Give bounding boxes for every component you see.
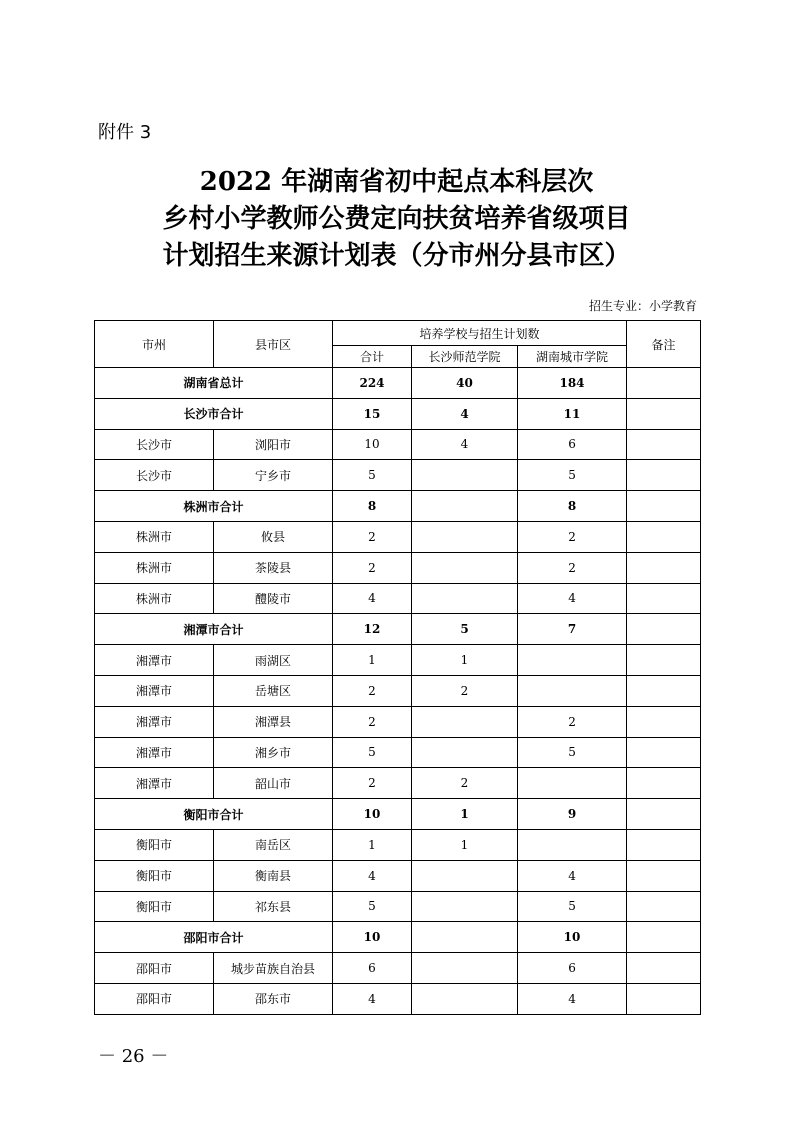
enrollment-plan-table <box>94 320 701 1015</box>
city-cell: 邵阳市 <box>95 953 214 984</box>
school-2-cell: 4 <box>518 983 627 1014</box>
note-cell <box>627 891 701 922</box>
note-cell <box>627 521 701 552</box>
county-cell: 醴陵市 <box>214 583 333 614</box>
table-row <box>95 645 701 676</box>
note-cell <box>627 706 701 737</box>
county-cell: 宁乡市 <box>214 460 333 491</box>
total-cell: 224 <box>333 368 412 399</box>
school-1-cell: 1 <box>412 645 518 676</box>
note-cell <box>627 953 701 984</box>
school-2-cell: 10 <box>518 922 627 953</box>
county-cell: 浏阳市 <box>214 429 333 460</box>
city-cell: 衡阳市 <box>95 891 214 922</box>
county-cell: 雨湖区 <box>214 645 333 676</box>
total-cell: 6 <box>333 953 412 984</box>
table-row <box>95 521 701 552</box>
total-cell: 4 <box>333 583 412 614</box>
school-1-cell: 4 <box>412 398 518 429</box>
county-cell: 岳塘区 <box>214 675 333 706</box>
school-2-cell: 6 <box>518 429 627 460</box>
header-school-2: 湖南城市学院 <box>518 346 627 368</box>
city-cell: 长沙市 <box>95 429 214 460</box>
total-cell: 5 <box>333 737 412 768</box>
school-2-cell: 2 <box>518 552 627 583</box>
total-cell: 8 <box>333 491 412 522</box>
county-cell: 韶山市 <box>214 768 333 799</box>
school-1-cell: 2 <box>412 768 518 799</box>
total-cell: 2 <box>333 706 412 737</box>
county-cell: 祁东县 <box>214 891 333 922</box>
school-2-cell: 4 <box>518 583 627 614</box>
title-line-3: 计划招生来源计划表（分市州分县市区） <box>162 241 631 271</box>
city-cell: 湘潭市 <box>95 768 214 799</box>
table-row <box>95 768 701 799</box>
note-cell <box>627 675 701 706</box>
county-cell: 城步苗族自治县 <box>214 953 333 984</box>
note-cell <box>627 368 701 399</box>
header-note: 备注 <box>627 321 701 368</box>
subtotal-row <box>95 491 701 522</box>
city-cell: 邵阳市 <box>95 983 214 1014</box>
school-2-cell <box>518 675 627 706</box>
note-cell <box>627 829 701 860</box>
county-cell: 南岳区 <box>214 829 333 860</box>
school-2-cell <box>518 645 627 676</box>
county-cell: 衡南县 <box>214 860 333 891</box>
school-2-cell: 184 <box>518 368 627 399</box>
header-city: 市州 <box>95 321 214 368</box>
table-row <box>95 860 701 891</box>
subtotal-row <box>95 799 701 830</box>
table-row <box>95 429 701 460</box>
title-line-2: 乡村小学教师公费定向扶贫培养省级项目 <box>162 204 631 234</box>
school-2-cell: 5 <box>518 891 627 922</box>
city-cell: 湘潭市 <box>95 737 214 768</box>
city-cell: 株洲市 <box>95 583 214 614</box>
total-cell: 5 <box>333 891 412 922</box>
total-cell: 10 <box>333 799 412 830</box>
table-row <box>95 737 701 768</box>
city-cell: 湘潭市 <box>95 706 214 737</box>
school-2-cell: 6 <box>518 953 627 984</box>
school-1-cell <box>412 922 518 953</box>
school-1-cell <box>412 706 518 737</box>
note-cell <box>627 460 701 491</box>
school-1-cell <box>412 983 518 1014</box>
county-cell: 湘乡市 <box>214 737 333 768</box>
note-cell <box>627 768 701 799</box>
subtotal-label: 衡阳市合计 <box>95 799 333 830</box>
table-row <box>95 891 701 922</box>
school-2-cell <box>518 768 627 799</box>
subtotal-row <box>95 368 701 399</box>
school-2-cell: 7 <box>518 614 627 645</box>
school-2-cell: 5 <box>518 460 627 491</box>
note-cell <box>627 737 701 768</box>
table-row <box>95 706 701 737</box>
school-1-cell <box>412 552 518 583</box>
table-row <box>95 829 701 860</box>
total-cell: 12 <box>333 614 412 645</box>
city-cell: 衡阳市 <box>95 829 214 860</box>
total-cell: 2 <box>333 675 412 706</box>
city-cell: 株洲市 <box>95 521 214 552</box>
total-cell: 2 <box>333 552 412 583</box>
subject-label: 招生专业：小学教育 <box>588 299 697 313</box>
header-county: 县市区 <box>214 321 333 368</box>
school-2-cell: 4 <box>518 860 627 891</box>
county-cell: 湘潭县 <box>214 706 333 737</box>
total-cell: 1 <box>333 645 412 676</box>
note-cell <box>627 614 701 645</box>
header-school-1: 长沙师范学院 <box>412 346 518 368</box>
table-row <box>95 675 701 706</box>
total-cell: 1 <box>333 829 412 860</box>
county-cell: 茶陵县 <box>214 552 333 583</box>
school-2-cell: 8 <box>518 491 627 522</box>
school-1-cell <box>412 583 518 614</box>
subtotal-label: 株洲市合计 <box>95 491 333 522</box>
school-1-cell: 1 <box>412 799 518 830</box>
table-row <box>95 460 701 491</box>
subtotal-label: 湖南省总计 <box>95 368 333 399</box>
header-total: 合计 <box>333 346 412 368</box>
total-cell: 2 <box>333 768 412 799</box>
title-line-1: 2022 年湖南省初中起点本科层次 <box>199 167 594 197</box>
school-2-cell: 9 <box>518 799 627 830</box>
note-cell <box>627 860 701 891</box>
school-1-cell <box>412 891 518 922</box>
table-row <box>95 983 701 1014</box>
school-1-cell <box>412 953 518 984</box>
county-cell: 攸县 <box>214 521 333 552</box>
header-school-group: 培养学校与招生计划数 <box>333 321 627 346</box>
subtotal-row <box>95 614 701 645</box>
total-cell: 4 <box>333 860 412 891</box>
total-cell: 4 <box>333 983 412 1014</box>
school-2-cell: 5 <box>518 737 627 768</box>
note-cell <box>627 429 701 460</box>
total-cell: 2 <box>333 521 412 552</box>
school-1-cell: 2 <box>412 675 518 706</box>
subtotal-row <box>95 398 701 429</box>
subtotal-label: 长沙市合计 <box>95 398 333 429</box>
note-cell <box>627 583 701 614</box>
school-2-cell <box>518 829 627 860</box>
school-1-cell <box>412 491 518 522</box>
table-body <box>95 368 701 1015</box>
table-row <box>95 583 701 614</box>
city-cell: 湘潭市 <box>95 645 214 676</box>
school-2-cell: 2 <box>518 521 627 552</box>
school-1-cell <box>412 860 518 891</box>
total-cell: 5 <box>333 460 412 491</box>
note-cell <box>627 983 701 1014</box>
school-1-cell: 40 <box>412 368 518 399</box>
school-2-cell: 11 <box>518 398 627 429</box>
city-cell: 株洲市 <box>95 552 214 583</box>
subtotal-label: 邵阳市合计 <box>95 922 333 953</box>
school-1-cell: 1 <box>412 829 518 860</box>
attachment-label: 附件 3 <box>98 122 152 143</box>
school-1-cell <box>412 460 518 491</box>
note-cell <box>627 552 701 583</box>
note-cell <box>627 645 701 676</box>
note-cell <box>627 799 701 830</box>
table-row <box>95 552 701 583</box>
city-cell: 长沙市 <box>95 460 214 491</box>
school-1-cell <box>412 521 518 552</box>
subtotal-row <box>95 922 701 953</box>
school-1-cell: 5 <box>412 614 518 645</box>
total-cell: 10 <box>333 429 412 460</box>
county-cell: 邵东市 <box>214 983 333 1014</box>
total-cell: 10 <box>333 922 412 953</box>
school-2-cell: 2 <box>518 706 627 737</box>
city-cell: 湘潭市 <box>95 675 214 706</box>
city-cell: 衡阳市 <box>95 860 214 891</box>
note-cell <box>627 491 701 522</box>
table-row <box>95 953 701 984</box>
school-1-cell: 4 <box>412 429 518 460</box>
subtotal-label: 湘潭市合计 <box>95 614 333 645</box>
note-cell <box>627 922 701 953</box>
school-1-cell <box>412 737 518 768</box>
document-title <box>0 164 793 275</box>
note-cell <box>627 398 701 429</box>
total-cell: 15 <box>333 398 412 429</box>
page-number: － 26 － <box>98 1046 169 1067</box>
